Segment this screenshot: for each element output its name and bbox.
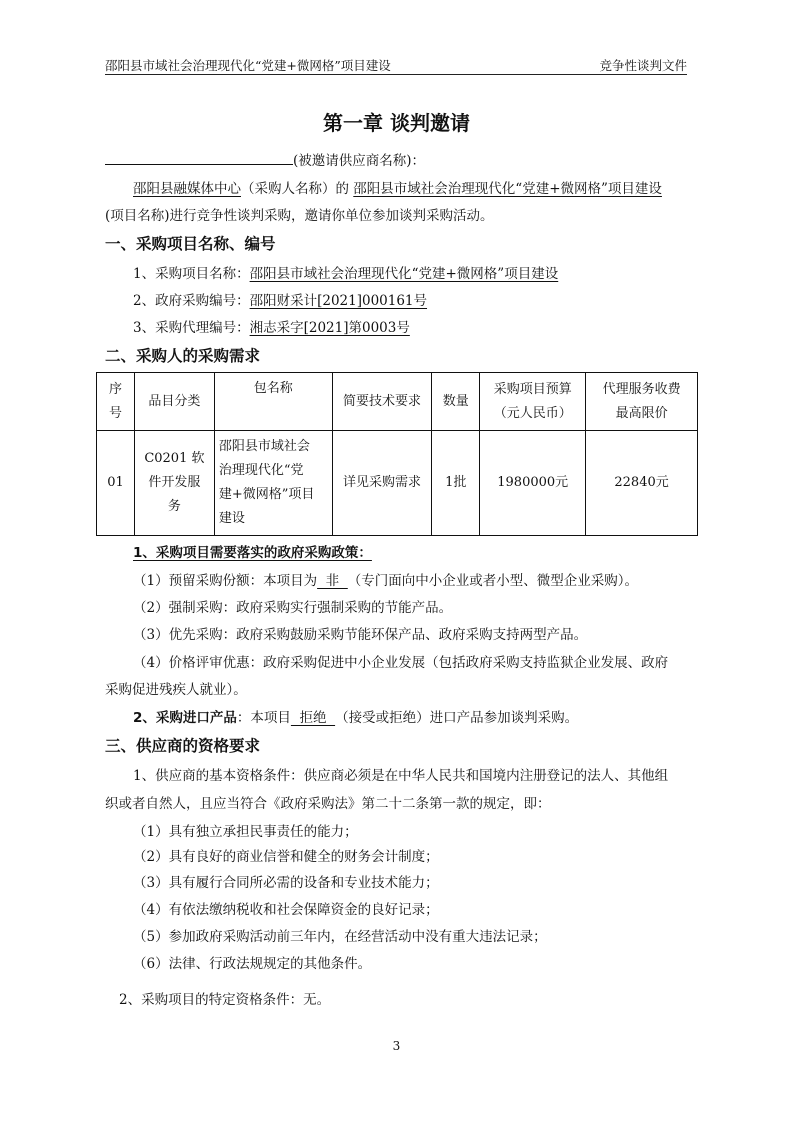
agent-code-item <box>133 316 410 336</box>
policy-3: （3）优先采购：政府采购鼓励采购节能环保产品、政府采购支持两型产品。 <box>133 627 588 643</box>
header-doc-type: 竞争性谈判文件 <box>599 58 687 73</box>
purchaser-note: （采购人名称）的 <box>241 181 349 197</box>
condition-6: （6）法律、行政法规规定的其他条件。 <box>133 956 372 972</box>
condition-1: （1）具有独立承担民事责任的能力； <box>133 824 358 840</box>
header-budget: 采购项目预算 （元人民币） <box>480 373 586 431</box>
agent-code-label: 3、采购代理编号： <box>133 320 250 336</box>
requirements-table <box>96 372 698 536</box>
invite-line-1 <box>133 177 662 197</box>
project-name-value: 邵阳县市域社会治理现代化“党建+微网格”项目建设 <box>249 266 559 282</box>
chapter-title: 第一章 谈判邀请 <box>323 111 470 135</box>
import-label: 2、采购进口产品 <box>133 710 237 726</box>
reserved-share-value: 非 <box>317 573 348 589</box>
agent-code-value: 湘志采字[2021]第0003号 <box>249 320 410 336</box>
cell-budget: 1980000元 <box>480 431 586 536</box>
project-name-item <box>133 262 558 282</box>
cell-qty: 1批 <box>432 431 480 536</box>
cell-fee: 22840元 <box>586 431 698 536</box>
project-name-label: 1、采购项目名称： <box>133 266 250 282</box>
basic-qualification-line-2: 织或者自然人，且应当符合《政府采购法》第二十二条第一款的规定，即： <box>105 796 551 812</box>
cell-spec: 详见采购需求 <box>332 431 432 536</box>
supplier-line <box>105 149 425 169</box>
section-3-heading: 三、供应商的资格要求 <box>105 737 261 755</box>
basic-qualification-line-1: 1、供应商的基本资格条件：供应商必须是在中华人民共和国境内注册登记的法人、其他组 <box>133 768 669 784</box>
condition-2: （2）具有良好的商业信誉和健全的财务会计制度； <box>133 849 439 865</box>
table-row <box>97 431 698 536</box>
cell-package: 邵阳县市域社会 治理现代化“党 建+微网格”项目 建设 <box>214 431 332 536</box>
gov-code-item <box>133 289 427 309</box>
condition-4: （4）有依法缴纳税收和社会保障资金的良好记录； <box>133 902 439 918</box>
header-project-title: 邵阳县市域社会治理现代化“党建+微网格”项目建设 <box>105 58 391 73</box>
header-package: 包名称 <box>214 373 332 431</box>
invite-line-2: (项目名称)进行竞争性谈判采购，邀请你单位参加谈判采购活动。 <box>105 208 494 224</box>
page-number: 3 <box>392 1039 401 1053</box>
invite-project-name: 邵阳县市域社会治理现代化“党建+微网格”项目建设 <box>353 181 662 197</box>
supplier-suffix: (被邀请供应商名称)： <box>293 153 426 169</box>
condition-5: （5）参加政府采购活动前三年内，在经营活动中没有重大违法记录； <box>133 929 547 945</box>
policy-4-line-2: 采购促进残疾人就业）。 <box>105 682 247 698</box>
import-value: 拒绝 <box>290 710 336 726</box>
import-policy: 2、采购进口产品：本项目 拒绝 （接受或拒绝）进口产品参加谈判采购。 <box>133 710 579 726</box>
header-spec: 简要技术要求 <box>332 373 432 431</box>
section-1-heading: 一、采购项目名称、编号 <box>105 235 276 253</box>
policy-heading: 1、采购项目需要落实的政府采购政策： <box>133 545 372 561</box>
cell-seq: 01 <box>97 431 135 536</box>
condition-3: （3）具有履行合同所必需的设备和专业技术能力； <box>133 875 439 891</box>
header-category: 品目分类 <box>134 373 214 431</box>
header-seq: 序 号 <box>97 373 135 431</box>
supplier-blank <box>105 152 293 165</box>
page-header <box>105 54 687 75</box>
purchaser-name: 邵阳县融媒体中心 <box>133 181 241 197</box>
gov-code-label: 2、政府采购编号： <box>133 293 250 309</box>
policy-1: （1）预留采购份额：本项目为 非 （专门面向中小企业或者小型、微型企业采购）。 <box>133 573 639 589</box>
header-fee: 代理服务收费 最高限价 <box>586 373 698 431</box>
section-2-heading: 二、采购人的采购需求 <box>105 347 261 365</box>
table-header-row <box>97 373 698 431</box>
special-qualification: 2、采购项目的特定资格条件：无。 <box>119 992 331 1008</box>
header-qty: 数量 <box>432 373 480 431</box>
policy-2: （2）强制采购：政府采购实行强制采购的节能产品。 <box>133 600 453 616</box>
policy-4-line-1: （4）价格评审优惠：政府采购促进中小企业发展（包括政府采购支持监狱企业发展、政府 <box>133 655 669 671</box>
gov-code-value: 邵阳财采计[2021]000161号 <box>249 293 428 309</box>
cell-category: C0201 软 件开发服 务 <box>134 431 214 536</box>
